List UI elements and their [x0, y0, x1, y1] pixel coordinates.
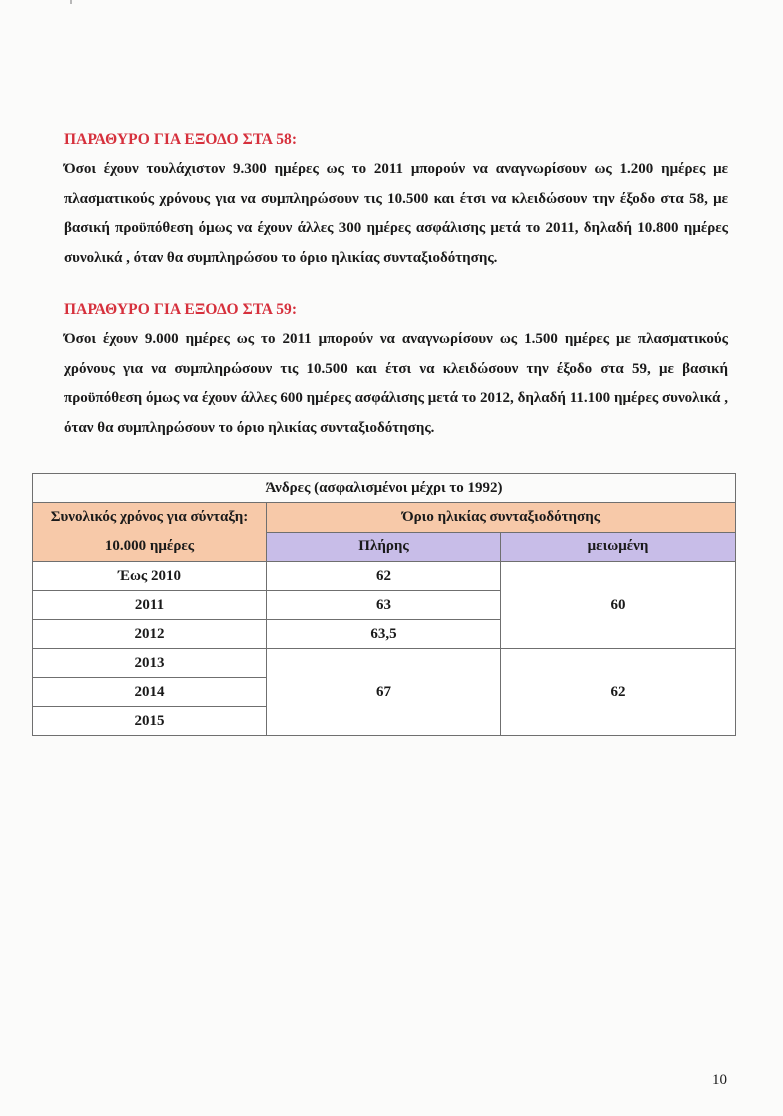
column-header-reduced: μειωμένη — [501, 532, 736, 562]
full-age-cell: 63 — [267, 591, 501, 620]
table-row — [33, 649, 736, 678]
table-left-header: Συνολικός χρόνος για σύνταξη: 10.000 ημέρες — [33, 503, 267, 562]
section-text-58: Όσοι έχουν τουλάχιστον 9.300 ημέρες ως το 2011 μπορούν να αναγνωρίσουν ως 1.200 ημέρες με πλασματικούς χρόνους για να συμπληρώσουν τις 10.500 και έτσι να κλειδώσουν την έξοδο στα 58, με βασική προϋπόθεση όμως να έχουν άλλες 300 ημέρες ασφάλισης μετά το 2011, δηλαδή 10.800 ημέρες συνολικά , όταν θα συμπληρώσου το όριο ηλικίας συνταξιοδότησης. — [64, 161, 728, 266]
table-group-header: Όριο ηλικίας συνταξιοδότησης — [267, 503, 736, 533]
retirement-age-table — [32, 473, 736, 736]
section-exit-58 — [64, 131, 728, 273]
year-cell: 2014 — [33, 678, 267, 707]
column-header-full: Πλήρης — [267, 532, 501, 562]
year-cell: 2011 — [33, 591, 267, 620]
full-age-cell: 67 — [267, 649, 501, 736]
year-cell: Έως 2010 — [33, 562, 267, 591]
full-age-cell: 62 — [267, 562, 501, 591]
section-heading-59: ΠΑΡΑΘΥΡΟ ΓΙΑ ΕΞΟΔΟ ΣΤΑ 59: — [64, 301, 298, 318]
table-title: Άνδρες (ασφαλισμένοι μέχρι το 1992) — [33, 474, 736, 503]
page-number: 10 — [712, 1072, 727, 1088]
year-cell: 2013 — [33, 649, 267, 678]
reduced-age-cell: 62 — [501, 649, 736, 736]
reduced-age-cell: 60 — [501, 562, 736, 649]
year-cell: 2012 — [33, 620, 267, 649]
section-heading-58: ΠΑΡΑΘΥΡΟ ΓΙΑ ΕΞΟΔΟ ΣΤΑ 58: — [64, 131, 298, 148]
section-exit-59 — [64, 301, 728, 443]
section-text-59: Όσοι έχουν 9.000 ημέρες ως το 2011 μπορούν να αναγνωρίσουν ως 1.500 ημέρες με πλασματικούς χρόνους για να συμπληρώσουν τις 10.500 και έτσι να κλειδώσουν την έξοδο στα 59, με βασική προϋπόθεση όμως να έχουν άλλες 600 ημέρες ασφάλισης μετά το 2012, δηλαδή 11.100 ημέρες συνολικά , όταν θα συμπληρώσουν το όριο ηλικίας συνταξιοδότησης. — [64, 331, 728, 436]
scan-speck — [70, 0, 72, 4]
year-cell: 2015 — [33, 707, 267, 736]
table-row — [33, 562, 736, 591]
full-age-cell: 63,5 — [267, 620, 501, 649]
